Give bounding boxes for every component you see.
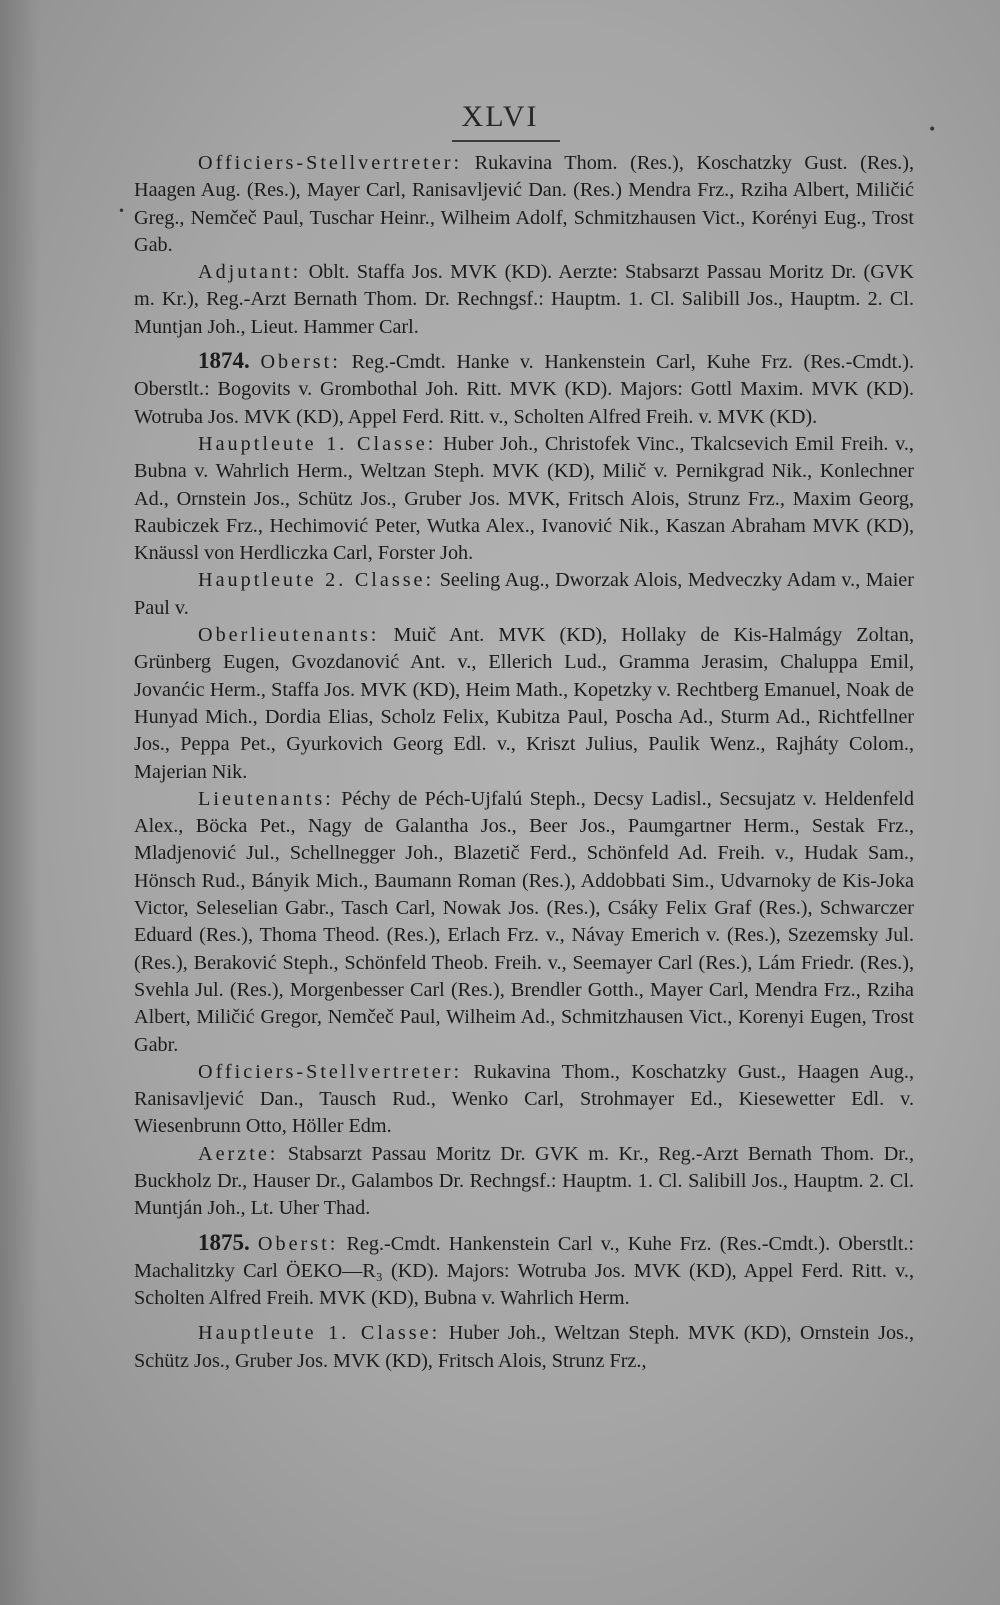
- margin-dot: •: [118, 204, 126, 218]
- paragraph-text: Huber Joh., Weltzan Steph. MVK (KD), Ornstein Jos., Schütz Jos., Gruber Jos. MVK (KD), Fritsch Alois, Strunz Frz.,: [134, 1322, 915, 1372]
- section-lead: Aerzte:: [198, 1142, 279, 1165]
- section-lead: Hauptleute 1. Classe:: [198, 432, 437, 455]
- paragraph-text: Péchy de Péch-Ujfalú Steph., Decsy Ladisl., Secsujatz v. Heldenfeld Alex., Böcka Pet., Nagy de Galantha Jos., Beer Jos., Paumgartner Herm., Sestak Frz., Mladjenović Jul., Schellnegger Joh., Blazetič Ferd., Schönfeld Ad. Freih. v., Hudak Sam., Hönsch Rud., Bányik Mich., Baumann Roman (Res.), Addobbati Sim., Udvarnoky de Kis-Joka Victor, Seleselian Gabr., Tasch Carl, Nowak Jos. (Res.), Csáky Felix Graf (Res.), Schwarczer Eduard (Res.), Thoma Theod. (Res.), Erlach Frz. v., Návay Emerich v. (Res.), Szezemsky Jul. (Res.), Beraković Steph., Schönfeld Theob. Freih. v., Seemayer Carl (Res.), Lám Friedr. (Res.), Svehla Jul. (Res.), Morgenbesser Carl (Res.), Brendler Gotth., Mayer Carl, Mendra Frz., Rziha Albert, Miličić Gregor, Nemčeč Paul, Wilheim Ad., Schmitzhausen Vict., Korenyi Eugen, Trost Gabr.: [134, 787, 914, 1056]
- paragraph: [134, 150, 914, 259]
- paragraph: [134, 1141, 914, 1223]
- year-heading: 1874.: [198, 348, 250, 374]
- paragraph: [134, 786, 914, 1059]
- paragraph: [134, 1320, 914, 1375]
- paragraph: [134, 1229, 914, 1313]
- section-lead: Officiers-Stellvertreter:: [198, 1060, 463, 1083]
- paragraph: [134, 347, 914, 431]
- page-number: XLVI: [461, 100, 539, 133]
- page-header: [0, 100, 1000, 142]
- paragraph-text: Rukavina Thom. (Res.), Koschatzky Gust. (Res.), Haagen Aug. (Res.), Mayer Carl, Ranisavljević Dan. (Res.) Mendra Frz., Rziha Albert, Miličić Greg., Nemčeč Paul, Tuschar Heinr., Wilheim Adolf, Schmitzhausen Vict., Korényi Eug., Trost Gab.: [134, 152, 914, 256]
- page-body: [134, 150, 914, 1375]
- paragraph-text: Rukavina Thom., Koschatzky Gust., Haagen Aug., Ranisavljević Dan., Tausch Rud., Wenko Carl, Strohmayer Ed., Kiesewetter Edl. v. Wiesenbrunn Otto, Höller Edm.: [134, 1060, 914, 1138]
- paragraph-text: Seeling Aug., Dworzak Alois, Medveczky Adam v., Maier Paul v.: [134, 569, 914, 619]
- paragraph-text: Huber Joh., Christofek Vinc., Tkalcsevich Emil Freih. v., Bubna v. Wahrlich Herm., Weltzan Steph. MVK (KD), Milič v. Pernikgrad Nik., Konlechner Ad., Ornstein Jos., Schütz Jos., Gruber Jos. MVK, Fritsch Alois, Strunz Frz., Maxim Georg, Raubiczek Frz., Hechimović Peter, Wutka Alex., Ivanović Nik., Kaszan Abraham MVK (KD), Knäussl von Herdliczka Carl, Forster Joh.: [134, 432, 914, 565]
- paragraph-text: Stabsarzt Passau Moritz Dr. GVK m. Kr., Reg.-Arzt Bernath Thom. Dr., Buckholz Dr., Hauser Dr., Galambos Dr. Rechngsf.: Hauptm. 1. Cl. Salibill Jos., Hauptm. 2. Cl. Muntján Joh., Lt. Uher Thad.: [134, 1142, 914, 1220]
- paragraph: [134, 567, 914, 622]
- paragraph-text: Oblt. Staffa Jos. MVK (KD). Aerzte: Stabsarzt Passau Moritz Dr. (GVK m. Kr.), Reg.-Arzt Bernath Thom. Dr. Rechngsf.: Hauptm. 1. Cl. Salibill Jos., Hauptm. 2. Cl. Muntjan Joh., Lieut. Hammer Carl.: [134, 261, 914, 338]
- paragraph: [134, 431, 914, 567]
- paragraph-text: Muič Ant. MVK (KD), Hollaky de Kis-Halmágy Zoltan, Grünberg Eugen, Gvozdanović Ant. v., Ellerich Lud., Gramma Jerasim, Chaluppa Emil, Jovanćic Herm., Staffa Jos. MVK (KD), Heim Math., Kopetzky v. Rechtberg Emanuel, Noak de Hunyad Mich., Dordia Elias, Scholz Felix, Kubitza Paul, Poscha Ad., Sturm Ad., Richtfellner Jos., Peppa Pet., Gyurkovich Georg Edl. v., Kriszt Julius, Paulik Wenz., Rajháty Colom., Majerian Nik.: [134, 624, 914, 783]
- section-lead: Adjutant:: [198, 261, 302, 284]
- header-rule: [452, 140, 560, 142]
- section-lead: Oberlieutenants:: [198, 624, 380, 647]
- section-lead: Lieutenants:: [198, 787, 334, 810]
- paragraph: [134, 622, 914, 786]
- paragraph: [134, 1059, 914, 1141]
- section-lead: Oberst:: [260, 351, 341, 374]
- section-lead: Hauptleute 2. Classe:: [198, 569, 435, 592]
- margin-dot: •: [928, 122, 937, 138]
- year-heading: 1875.: [198, 1229, 250, 1255]
- section-lead: Oberst:: [257, 1232, 339, 1255]
- paragraph: [134, 259, 914, 341]
- paragraph-text: Reg.-Cmdt. Hankenstein Carl v., Kuhe Frz. (Res.-Cmdt.). Oberstlt.: Machalitzky Carl ÖEKO—R₃ (KD). Majors: Wotruba Jos. MVK (KD), Appel Ferd. Ritt. v., Scholten Alfred Freih. MVK (KD), Bubna v. Wahrlich Herm.: [134, 1232, 914, 1310]
- section-lead: Officiers-Stellvertreter:: [198, 152, 463, 174]
- section-lead: Hauptleute 1. Classe:: [198, 1322, 441, 1345]
- paragraph-text: Reg.-Cmdt. Hanke v. Hankenstein Carl, Kuhe Frz. (Res.-Cmdt.). Oberstlt.: Bogovits v. Grombothal Joh. Ritt. MVK (KD). Majors: Gottl Maxim. MVK (KD). Wotruba Jos. MVK (KD), Appel Ferd. Ritt. v., Scholten Alfred Freih. v. MVK (KD).: [134, 351, 915, 428]
